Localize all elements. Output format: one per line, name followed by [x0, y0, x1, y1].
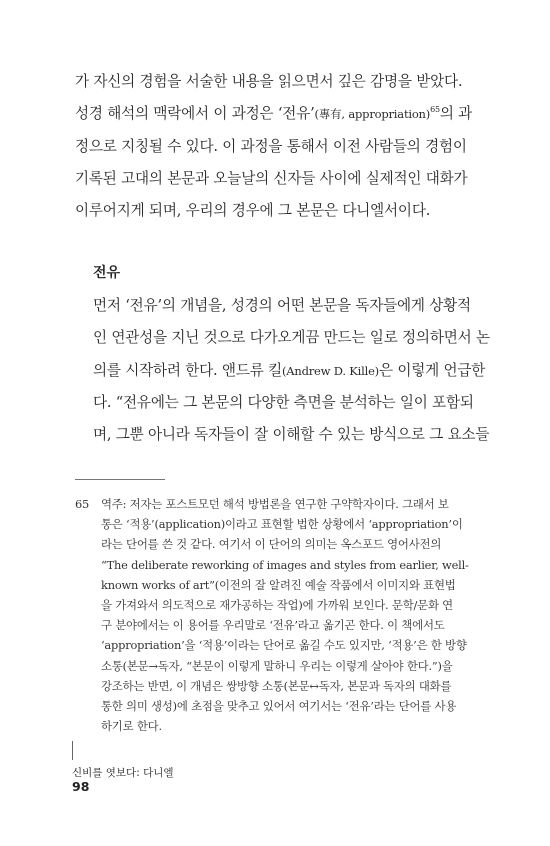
footnote-line: 통한 의미 생성)에 초점을 맞추고 있어서 여기서는 ‘전유’라는 단어를 사용 [101, 699, 457, 714]
text-line: 다. “전유에는 그 본문의 다양한 측면을 분석하는 일이 포함되 [93, 393, 474, 411]
footnote-line: 강조하는 반면, 이 개념은 쌍방향 소통(본문↔독자, 본문과 독자의 대화를 [101, 678, 452, 693]
body-paragraph-2 [75, 290, 490, 451]
text-line: 먼저 ‘전유’의 개념을, 성경의 어떤 본문을 독자들에게 상황적 [93, 297, 471, 314]
inline-annotation: (專有, appropriation) [314, 107, 431, 122]
running-footer-title: 신비를 엿보다: 다니엘 [72, 767, 174, 779]
text-line [75, 355, 486, 387]
text-line: 인 연관성을 지닌 것으로 다가오게끔 만드는 일로 정의하면서 논 [93, 329, 490, 347]
footnote-line: 역주: 저자는 포스트모던 해석 방법론을 연구한 구약학자이다. 그래서 보 [101, 497, 449, 511]
text-line: 가 자신의 경험을 서술한 내용을 읽으면서 깊은 감명을 받았다. [75, 73, 463, 90]
footnote-number: 65 [75, 497, 90, 511]
footnote-reference[interactable]: 65 [430, 105, 440, 115]
text-line: 이루어지게 되며, 우리의 경우에 그 본문은 다니엘서이다. [75, 202, 431, 220]
text-segment: 의 과 [439, 105, 473, 123]
text-segment: 성경 해석의 맥락에서 이 과정은 ‘전유’ [75, 105, 315, 123]
footnote-line: 하기로 한다. [101, 719, 162, 734]
footer-vertical-rule [72, 741, 73, 760]
footnote-line: 을 가져와서 의도적으로 재가공하는 작업)에 가까워 보인다. 문학/문화 연 [101, 598, 453, 613]
text-line [75, 98, 473, 130]
footnote-line: 통은 ‘적용’(application)이라고 표현할 법한 상황에서 ‘appropriation’이 [101, 517, 463, 532]
footnote-line: ‘appropriation’을 ‘적용’이라는 단어로 옮길 수도 있지만, ‘적용’은 한 방향 [101, 638, 467, 653]
text-segment: 의를 시작하려 한다. 앤드류 킬 [93, 361, 282, 379]
footnote-line: “The deliberate reworking of images and styles from earlier, well- [101, 557, 469, 572]
footnote [75, 494, 467, 736]
inline-annotation: (Andrew D. Kille) [281, 363, 379, 378]
text-line: 정으로 지칭될 수 있다. 이 과정을 통해서 이전 사람들의 경험이 [75, 137, 467, 155]
text-line: 기록된 고대의 본문과 오늘날의 신자들 사이에 실제적인 대화가 [75, 169, 468, 187]
footnote-line: 라는 단어를 쓴 것 같다. 여기서 이 단어의 의미는 옥스포드 영어사전의 [101, 537, 442, 552]
page-number: 98 [72, 779, 90, 794]
text-line: 며, 그뿐 아니라 독자들이 잘 이해할 수 있는 방식으로 그 요소들 [93, 426, 490, 444]
footnote-line: 구 분야에서는 이 용어를 우리말로 ‘전유’라고 옮기곤 한다. 이 책에서도 [101, 618, 445, 633]
text-segment: 은 이렇게 언급한 [378, 361, 486, 379]
footnote-line: 소통(본문→독자, “본문이 이렇게 말하니 우리는 이렇게 살아야 한다.”)을 [101, 658, 453, 673]
footnote-line: known works of art”(이전의 잘 알려진 예술 작품에서 이미지와 표현법 [101, 577, 456, 592]
section-heading: 전유 [93, 265, 121, 281]
footnote-text [101, 494, 467, 736]
body-paragraph-1 [75, 66, 473, 227]
footnote-divider [75, 479, 165, 480]
